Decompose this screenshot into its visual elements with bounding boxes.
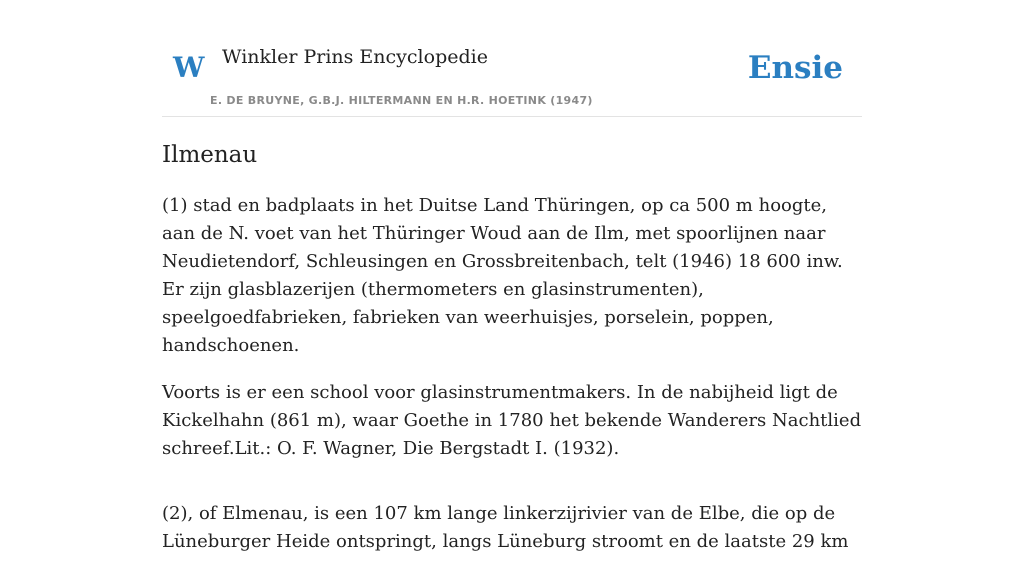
article-paragraph: (2), of Elmenau, is een 107 km lange linkerzijrivier van de Elbe, die op de Lüneburger Heide ontspringt, langs Lüneburg stroomt en de laatste 29 km (162, 503, 849, 552)
ensie-logo[interactable]: Ensie (747, 50, 843, 86)
work-title[interactable]: Winkler Prins Encyclopedie (222, 46, 488, 68)
work-authors: E. DE BRUYNE, G.B.J. HILTERMANN EN H.R. HOETINK (1947) (210, 94, 593, 107)
article-paragraph: Voorts is er een school voor glasinstrumentmakers. In de nabijheid ligt de Kickelhahn (861 m), waar Goethe in 1780 het bekende Wanderers Nachtlied schreef.Lit.: O. F. Wagner, Die Bergstadt I. (1932). (162, 382, 862, 459)
article (162, 140, 862, 575)
article-paragraph: (1) stad en badplaats in het Duitse Land Thüringen, op ca 500 m hoogte, aan de N. voet van het Thüringer Woud aan de Ilm, met spoorlijnen naar Neudietendorf, Schleusingen en Grossbreitenbach, telt (1946) 18 600 inw. Er zijn glasblazerijen (thermometers en glasinstrumenten), speelgoedfabrieken, fabrieken van weerhuisjes, porselein, poppen, handschoenen. (162, 195, 843, 356)
article-title: Ilmenau (162, 142, 258, 168)
site-header (162, 36, 862, 117)
winkler-prins-logo[interactable]: W (173, 51, 205, 84)
